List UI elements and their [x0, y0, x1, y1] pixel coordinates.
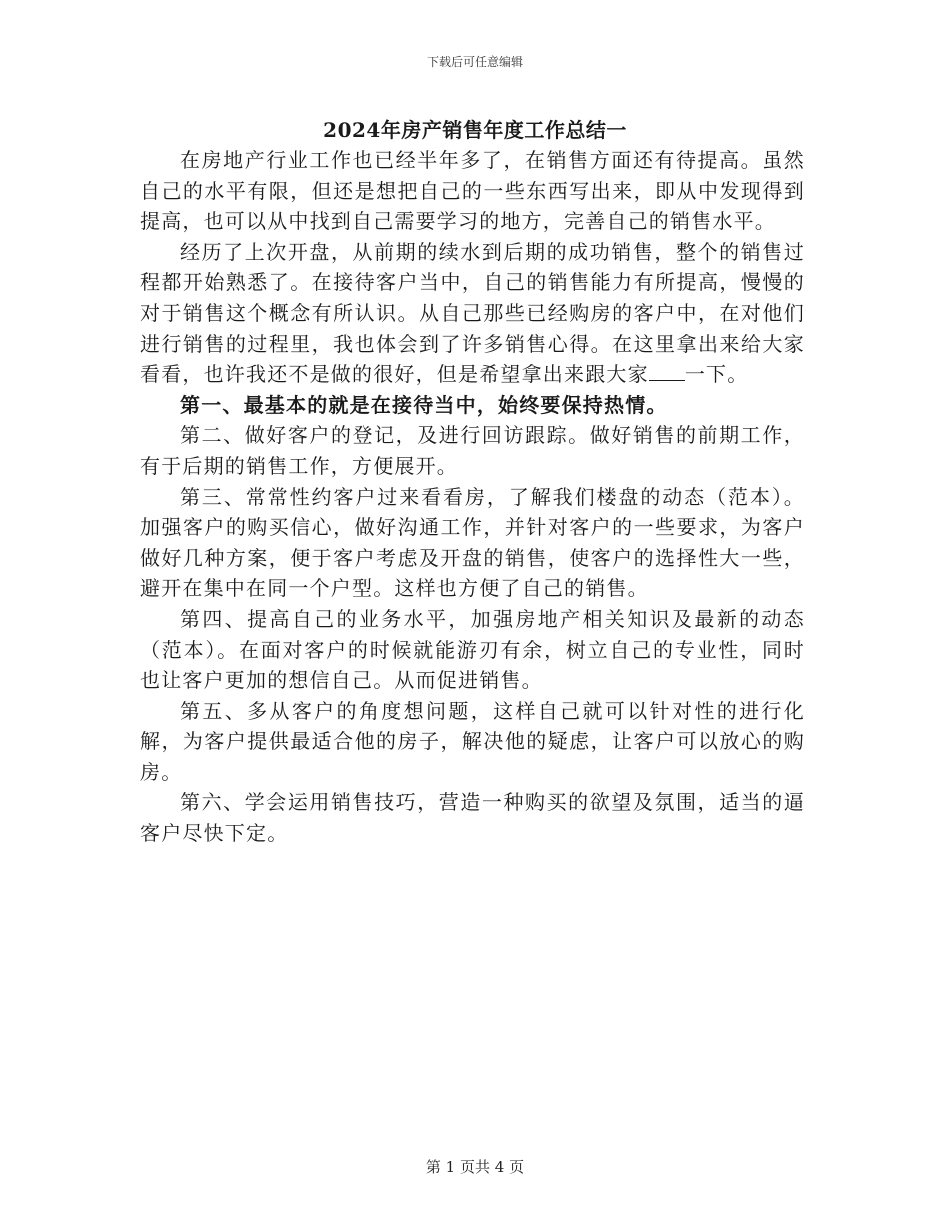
paragraph-point-6: 第六、学会运用销售技巧，营造一种购买的欲望及氛围，适当的逼客户尽快下定。 [140, 790, 805, 846]
page-footer: 第 1 页共 4 页 [425, 1158, 525, 1176]
paragraph-experience [140, 237, 805, 390]
paragraph-experience-tail: 一下。 [684, 362, 749, 387]
page-header: 下载后可任意编辑 [426, 55, 523, 69]
paragraph-point-2: 第二、做好客户的登记，及进行回访跟踪。做好销售的前期工作，有于后期的销售工作，方便展开。 [140, 423, 805, 478]
paragraph-point-4: 第四、提高自己的业务水平，加强房地产相关知识及最新的动态（范本）。在面对客户的时候就能游刃有余，树立自己的专业性，同时也让客户更加的想信自己。从而促进销售。 [140, 606, 805, 693]
paragraph-point-5: 第五、多从客户的角度想问题，这样自己就可以针对性的进行化解，为客户提供最适合他的房子，解决他的疑虑，让客户可以放心的购房。 [140, 698, 805, 784]
document-title: 2024年房产销售年度工作总结一 [323, 118, 627, 142]
document-body [140, 145, 805, 849]
paragraph-point-3: 第三、常常性约客户过来看看房，了解我们楼盘的动态（范本）。加强客户的购买信心，做好沟通工作，并针对客户的一些要求，为客户做好几种方案，便于客户考虑及开盘的销售，使客户的选择性大一些，避开在集中在同一个户型。这样也方便了自己的销售。 [140, 484, 805, 601]
paragraph-point-1: 第一、最基本的就是在接待当中，始终要保持热情。 [180, 392, 668, 417]
fill-in-blank [649, 364, 685, 381]
paragraph-intro: 在房地产行业工作也已经半年多了，在销售方面还有待提高。虽然自己的水平有限，但还是想把自己的一些东西写出来，即从中发现得到提高，也可以从中找到自己需要学习的地方，完善自己的销售水平。 [140, 148, 805, 234]
paragraph-experience-text: 经历了上次开盘，从前期的续水到后期的成功销售，整个的销售过程都开始熟悉了。在接待客户当中，自己的销售能力有所提高，慢慢的对于销售这个概念有所认识。从自己那些已经购房的客户中，在对他们进行销售的过程里，我也体会到了许多销售心得。在这里拿出来给大家看看，也许我还不是做的很好，但是希望拿出来跟大家 [140, 239, 805, 387]
